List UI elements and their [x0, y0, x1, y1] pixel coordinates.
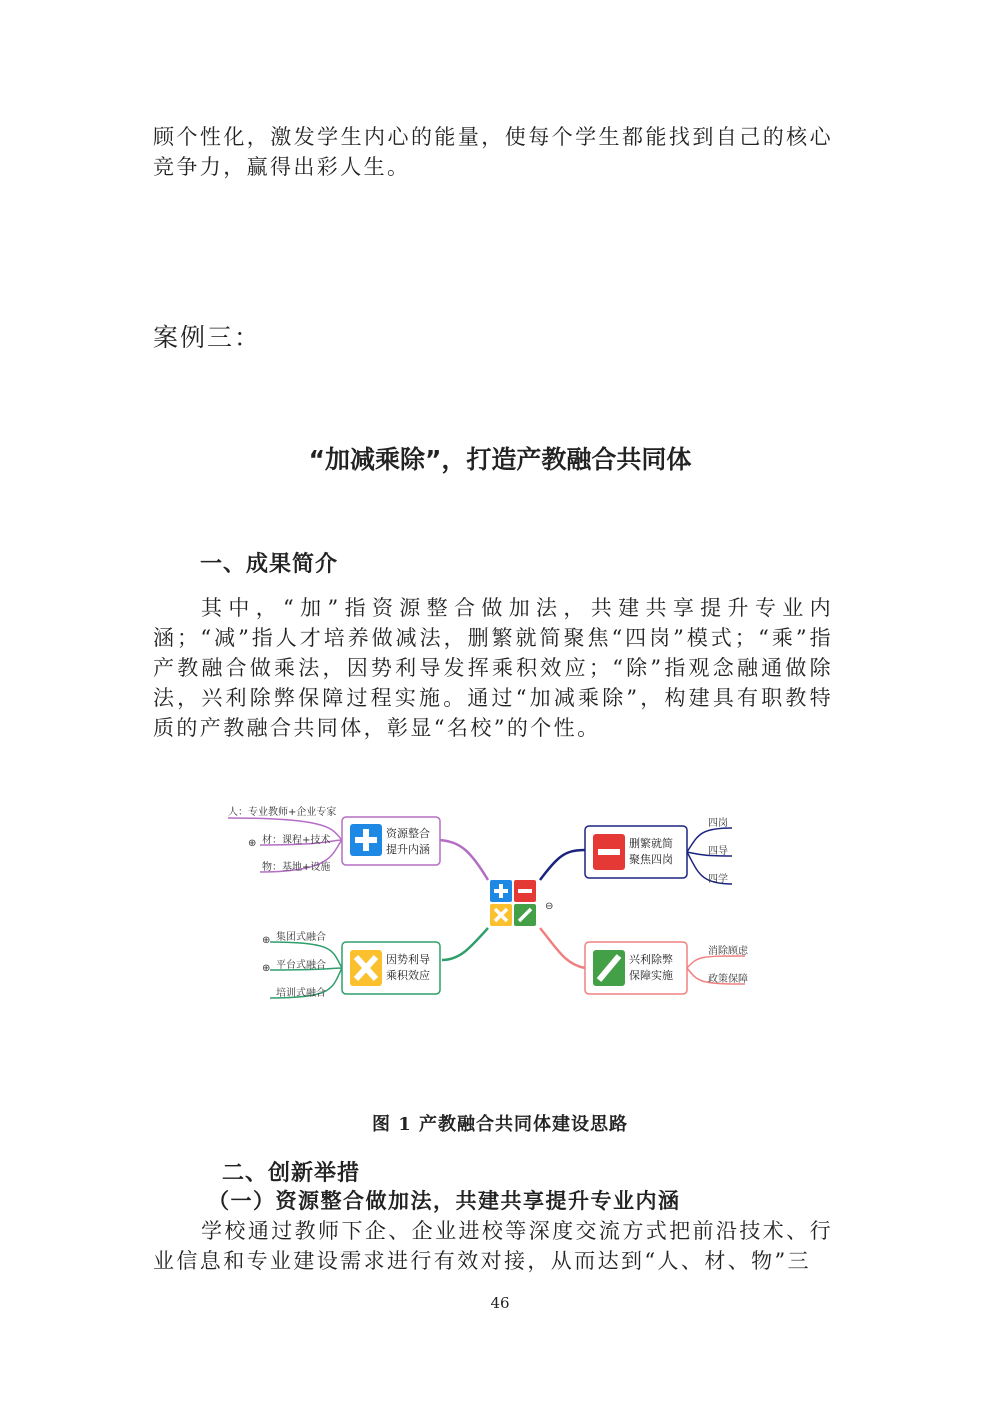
- center-collapse-symbol[interactable]: ⊖: [545, 901, 554, 912]
- section2-subheading: （一）资源整合做加法，共建共享提升专业内涵: [208, 1188, 681, 1213]
- plus-leaf-2: 材：课程+技术: [262, 835, 331, 846]
- times-expand-symbol-1[interactable]: ⊕: [262, 935, 271, 946]
- minus-node-label-1: 删繁就简: [629, 837, 673, 850]
- section2-heading: 二、创新举措: [222, 1161, 361, 1186]
- divide-leaf-1: 消除顾虑: [708, 946, 748, 957]
- minus-leaf-1: 四岗: [708, 818, 728, 829]
- times-leaf-2: 平台式融合: [276, 960, 326, 971]
- minus-leaf-3: 四学: [708, 874, 728, 885]
- minus-node-label-2: 聚焦四岗: [629, 853, 673, 866]
- divide-node-label-2: 保障实施: [629, 969, 673, 982]
- document-title: “加减乘除”，打造产教融合共同体: [308, 445, 692, 474]
- minus-leaf-2: 四导: [708, 846, 728, 857]
- mind-map-diagram: [220, 800, 760, 1020]
- times-leaf-3: 培训式融合: [276, 988, 326, 999]
- plus-leaf-3: 物：基地+设施: [262, 862, 331, 873]
- times-node-label-1: 因势利导: [386, 953, 430, 966]
- case-label: 案例三：: [153, 323, 262, 352]
- page-number: 46: [490, 1294, 510, 1312]
- plus-expand-symbol[interactable]: ⊕: [248, 838, 257, 849]
- section1-body: 其中，“加”指资源整合做加法，共建共享提升专业内涵；“减”指人才培养做减法，删繁就简聚焦“四岗”模式；“乘”指产教融合做乘法，因势利导发挥乘积效应；“除”指观念融通做除法，兴利除弊保障过程实施。通过“加减乘除”，构建具有职教特质的产教融合共同体，彰显“名校”的个性。: [153, 596, 833, 740]
- section2-body: 学校通过教师下企、企业进校等深度交流方式把前沿技术、行业信息和专业建设需求进行有效对接，从而达到“人、材、物”三: [153, 1219, 833, 1273]
- divide-leaf-2: 政策保障: [708, 974, 748, 985]
- divide-node-label-1: 兴利除弊: [629, 953, 673, 966]
- center-operators-icon: [490, 880, 536, 926]
- section1-heading: 一、成果简介: [200, 552, 339, 577]
- figure-caption: 图 1 产教融合共同体建设思路: [371, 1114, 629, 1135]
- times-expand-symbol-2[interactable]: ⊕: [262, 963, 271, 974]
- intro-paragraph: 顾个性化，激发学生内心的能量，使每个学生都能找到自己的核心竞争力，赢得出彩人生。: [153, 125, 833, 179]
- plus-node-label-1: 资源整合: [386, 827, 430, 840]
- plus-node-label-2: 提升内涵: [386, 843, 430, 856]
- plus-leaf-1: 人：专业教师+企业专家: [228, 807, 337, 818]
- times-node-label-2: 乘积效应: [386, 969, 430, 982]
- times-leaf-1: 集团式融合: [276, 932, 326, 943]
